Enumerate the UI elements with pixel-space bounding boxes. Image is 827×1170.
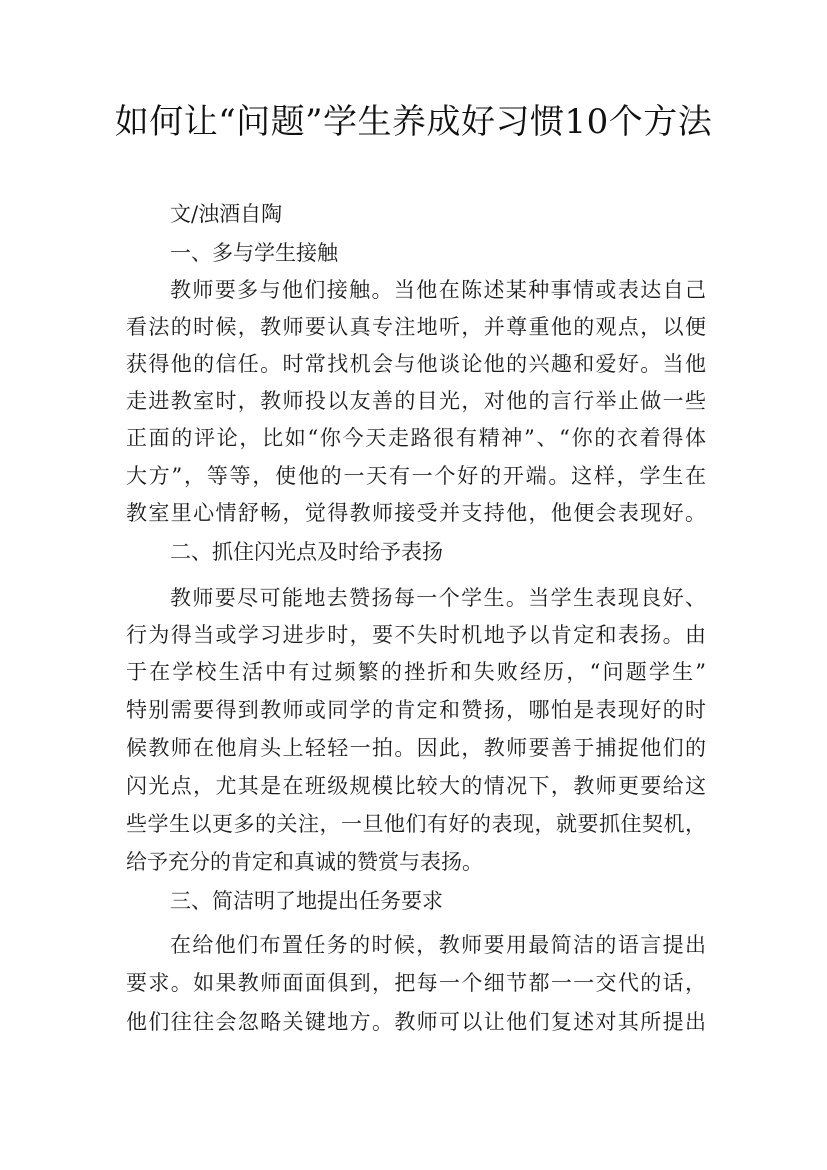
paragraph-line: 教师要多与他们接触。当他在陈述某种事情或表达自己 bbox=[170, 278, 706, 302]
section-heading: 二、抓住闪光点及时给予表扬 bbox=[170, 540, 443, 564]
author-byline: 文/浊酒自陶 bbox=[170, 202, 283, 226]
paragraph-line: 在给他们布置任务的时候，教师要用最简洁的语言提出 bbox=[170, 933, 706, 957]
paragraph-line: 特别需要得到教师或同学的肯定和赞扬，哪怕是表现好的时 bbox=[126, 698, 706, 722]
paragraph-line: 走进教室时，教师投以友善的目光，对他的言行举止做一些 bbox=[126, 389, 706, 413]
paragraph-line: 教室里心情舒畅，觉得教师接受并支持他，他便会表现好。 bbox=[126, 501, 706, 525]
section-heading: 一、多与学生接触 bbox=[170, 241, 338, 265]
paragraph-line: 闪光点，尤其是在班级规模比较大的情况下，教师更要给这 bbox=[126, 774, 706, 798]
paragraph-line: 获得他的信任。时常找机会与他谈论他的兴趣和爱好。当他 bbox=[126, 352, 706, 376]
paragraph-line: 教师要尽可能地去赞扬每一个学生。当学生表现良好、 bbox=[170, 586, 706, 610]
paragraph-line: 看法的时候，教师要认真专注地听，并尊重他的观点，以便 bbox=[126, 315, 706, 339]
paragraph-line: 大方”，等等，使他的一天有一个好的开端。这样，学生在 bbox=[126, 464, 706, 488]
paragraph-line: 于在学校生活中有过频繁的挫折和失败经历，“问题学生” bbox=[126, 660, 706, 684]
paragraph-line: 要求。如果教师面面俱到，把每一个细节都一一交代的话， bbox=[126, 971, 706, 995]
paragraph-line: 些学生以更多的关注，一旦他们有好的表现，就要抓住契机， bbox=[126, 812, 706, 836]
paragraph-line: 行为得当或学习进步时，要不失时机地予以肯定和表扬。由 bbox=[126, 623, 706, 647]
paragraph-line: 给予充分的肯定和真诚的赞赏与表扬。 bbox=[126, 850, 483, 874]
section-heading: 三、简洁明了地提出任务要求 bbox=[170, 889, 443, 913]
paragraph-line: 他们往往会忽略关键地方。教师可以让他们复述对其所提出 bbox=[126, 1010, 706, 1034]
paragraph-line: 正面的评论，比如“你今天走路很有精神”、“你的衣着得体 bbox=[126, 426, 706, 450]
paragraph-line: 候教师在他肩头上轻轻一拍。因此，教师要善于捕捉他们的 bbox=[126, 736, 706, 760]
document-title: 如何让“问题”学生养成好习惯10个方法 bbox=[114, 102, 713, 142]
